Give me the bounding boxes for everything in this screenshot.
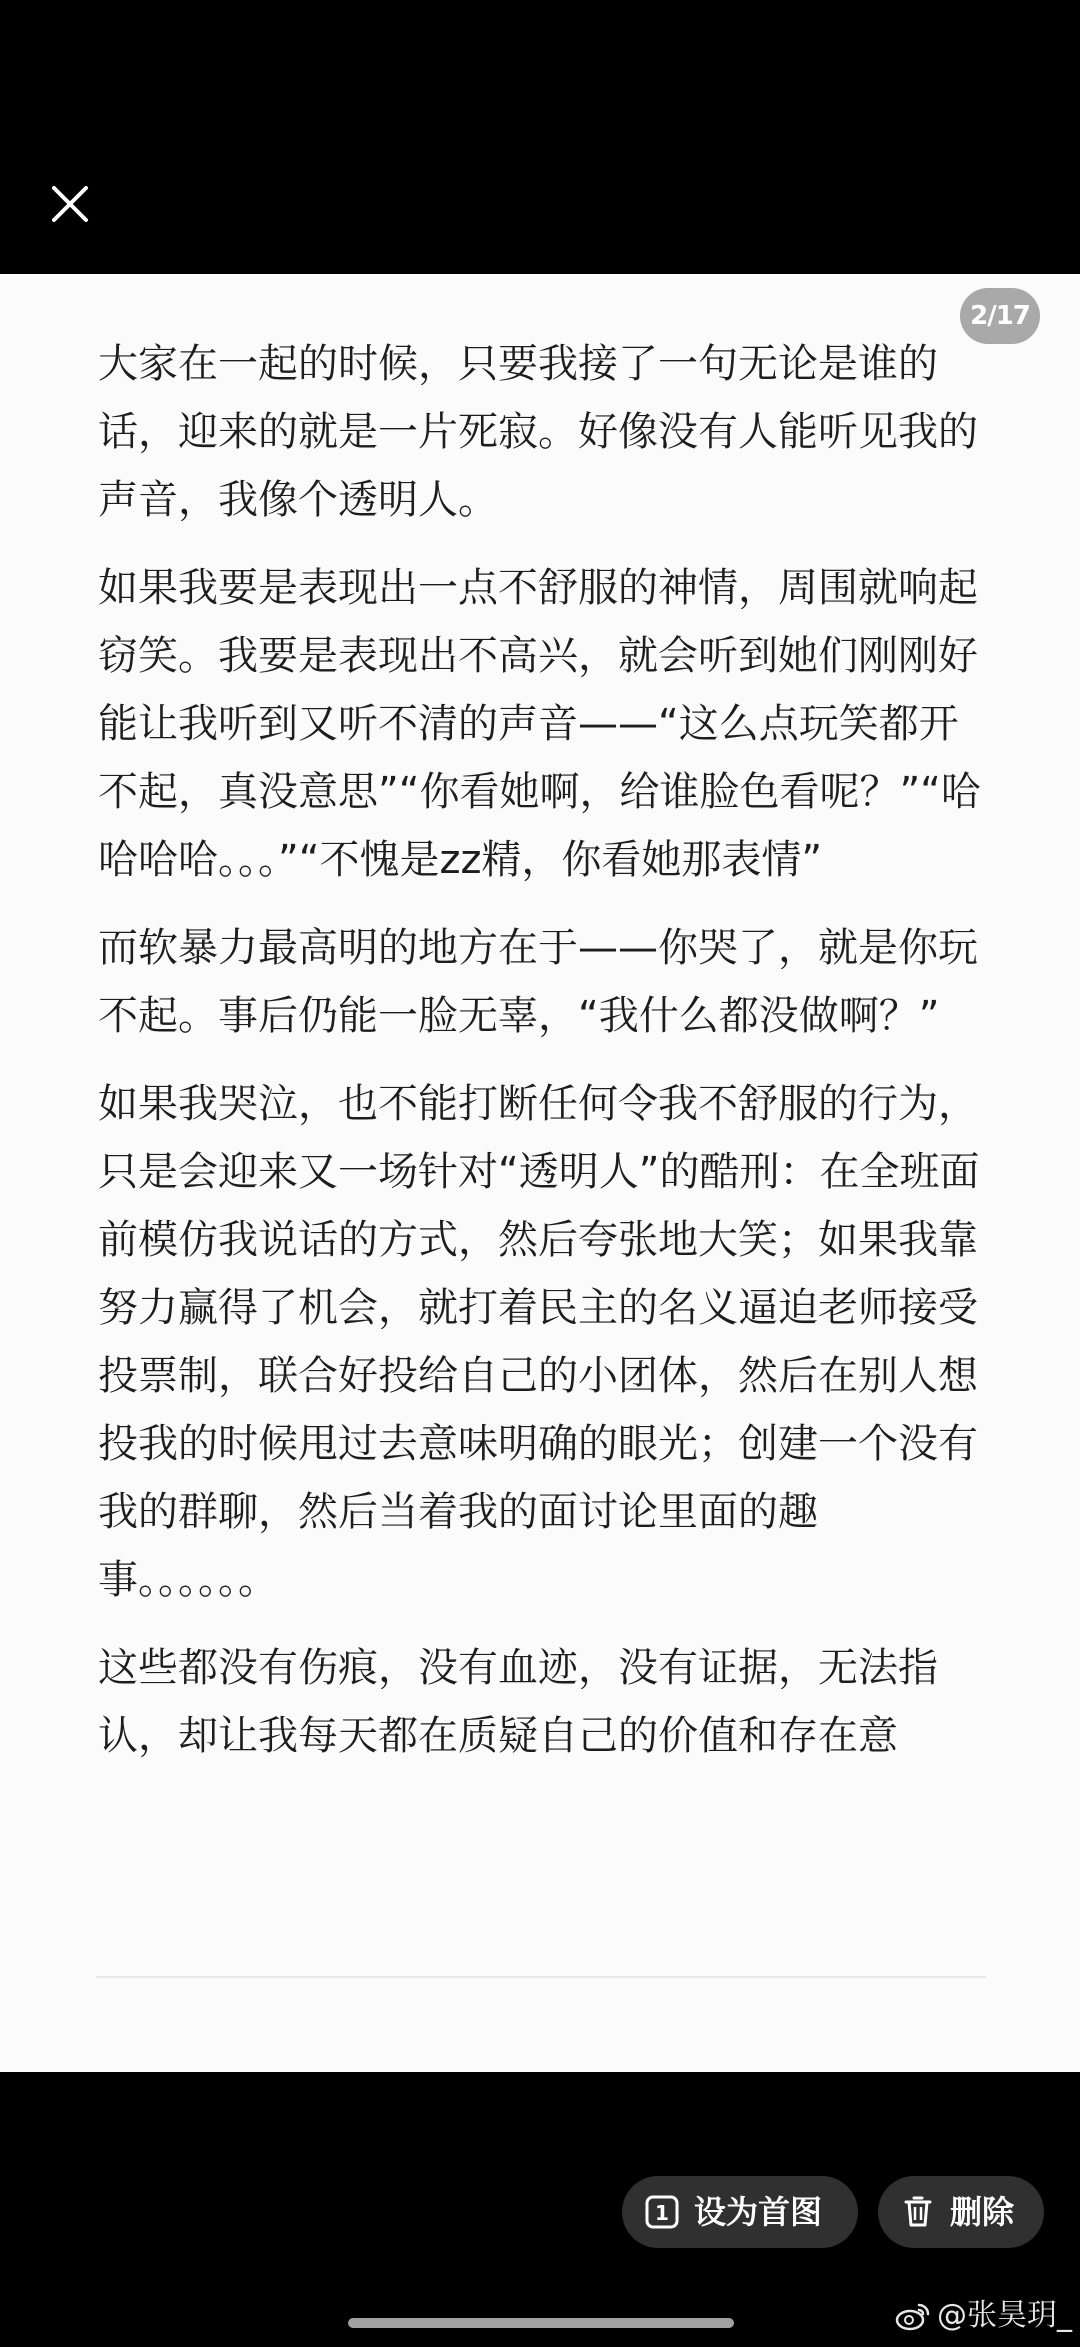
set-cover-button[interactable] [622, 2176, 858, 2248]
paragraph: 如果我哭泣，也不能打断任何令我不舒服的行为，只是会迎来又一场针对“透明人”的酷刑：在全班面前模仿我说话的方式，然后夸张地大笑；如果我靠努力赢得了机会，就打着民主的名义逼迫老师接受投票制，联合好投给自己的小团体，然后在别人想投我的时候甩过去意味明确的眼光；创建一个没有我的群聊，然后当着我的面讨论里面的趣事。。。。。。 [98, 1081, 980, 1603]
numbered-square-icon [644, 2194, 680, 2230]
delete-button[interactable] [878, 2176, 1044, 2248]
paragraph: 如果我要是表现出一点不舒服的神情，周围就响起窃笑。我要是表现出不高兴，就会听到她们刚刚好能让我听到又听不清的声音——“这么点玩笑都开不起，真没意思”“你看她啊，给谁脸色看呢？”“哈哈哈哈。。。”“不愧是zz精，你看她那表情” [98, 565, 981, 883]
page-indicator: 2/17 [960, 288, 1040, 344]
home-indicator [348, 2318, 734, 2328]
paragraph: 大家在一起的时候，只要我接了一句无论是谁的话，迎来的就是一片死寂。好像没有人能听见我的声音，我像个透明人。 [98, 341, 978, 523]
close-button[interactable] [36, 170, 104, 238]
paragraph: 这些都没有伤痕，没有血迹，没有证据，无法指认，却让我每天都在质疑自己的价值和存在意 [98, 1645, 938, 1759]
image-content[interactable] [0, 274, 1080, 2072]
weibo-logo-icon [895, 2301, 931, 2331]
watermark-text: @张昊玥_ [937, 2298, 1072, 2333]
set-cover-label: 设为首图 [694, 2193, 823, 2231]
svg-text:1: 1 [655, 2201, 669, 2225]
trash-icon [900, 2194, 936, 2230]
divider [96, 1976, 986, 1978]
paragraph: 而软暴力最高明的地方在于——你哭了，就是你玩不起。事后仍能一脸无辜，“我什么都没做啊？” [98, 925, 978, 1039]
close-icon [36, 170, 104, 238]
bottom-action-bar [0, 2072, 1080, 2347]
top-bar [0, 0, 1080, 274]
delete-label: 删除 [950, 2193, 1015, 2231]
article-text [98, 330, 990, 1790]
watermark [895, 2296, 1072, 2336]
